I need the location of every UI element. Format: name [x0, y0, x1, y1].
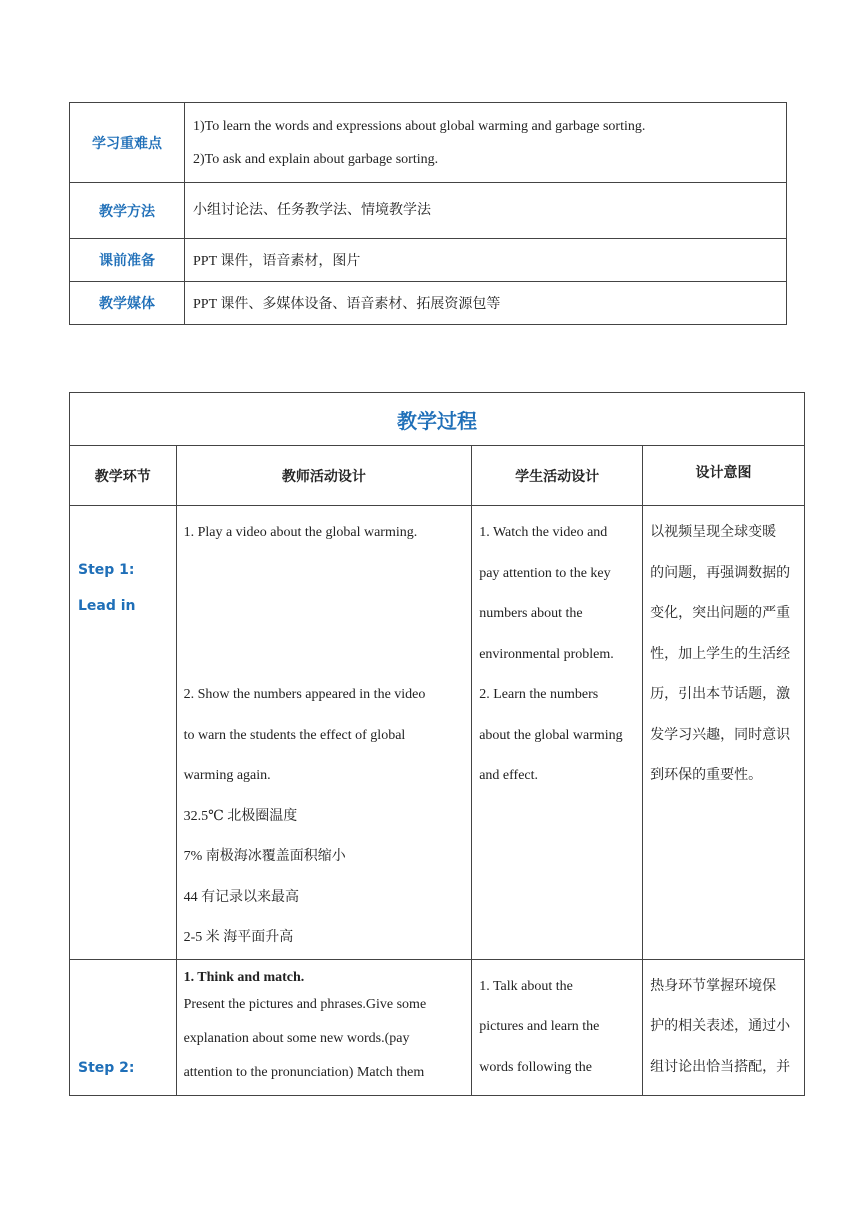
student-line: pay attention to the key: [479, 565, 611, 581]
student-line: about the global warming: [479, 727, 623, 743]
info-row-prep: [70, 239, 787, 282]
info-key-prep: 课前准备: [70, 239, 185, 282]
spacer: [184, 554, 472, 676]
intent-line: 以视频呈现全球变暖: [650, 525, 777, 540]
intent-line: 变化，突出问题的严重: [650, 606, 791, 621]
student-line: 1. Talk about the: [479, 978, 573, 994]
info-key-method: 教学方法: [70, 183, 185, 239]
step1-sub: Lead in: [78, 598, 136, 614]
intent-line: 性，加上学生的生活经: [650, 646, 791, 662]
student-line: words following the: [479, 1059, 592, 1075]
teacher-line: 1. Play a video about the global warming.: [183, 525, 418, 540]
intent-line: 组讨论出恰当搭配，并: [650, 1059, 791, 1075]
step1-label: Step 1:: [78, 562, 135, 578]
intent-line: 热身环节掌握环境保: [650, 978, 777, 994]
intent-line: 护的相关表述，通过小: [650, 1019, 791, 1034]
info-value-prep: [185, 239, 787, 282]
info-table: [69, 102, 787, 325]
process-title-row: [70, 393, 805, 446]
step1-row: [70, 506, 805, 960]
info-line: 2)To ask and explain about garbage sorting.: [193, 152, 439, 167]
info-row-method: [70, 183, 787, 239]
info-key-focus: 学习重难点: [70, 103, 185, 183]
header-teacher: 教师活动设计: [176, 446, 472, 506]
header-intent: 设计意图: [643, 446, 805, 506]
header-student: 学生活动设计: [472, 446, 643, 506]
teacher-line: 2. Show the numbers appeared in the video: [183, 687, 426, 702]
process-header-row: [70, 446, 805, 506]
student-line: 2. Learn the numbers: [479, 687, 599, 702]
header-stage: 教学环节: [70, 446, 177, 506]
student-line: pictures and learn the: [479, 1019, 600, 1034]
step1-student-cell: [472, 506, 643, 960]
teacher-line: 32.5℃ 北极圈温度: [183, 808, 298, 824]
info-value-method: [185, 183, 787, 239]
teacher-line: to warn the students the effect of global: [183, 727, 406, 743]
info-key-media: 教学媒体: [70, 282, 185, 325]
info-row-focus: [70, 103, 787, 183]
student-line: numbers about the: [479, 606, 583, 621]
process-table: [69, 392, 805, 1096]
teacher-line: warming again.: [183, 768, 271, 783]
teacher-line: attention to the pronunciation) Match them: [183, 1064, 425, 1080]
process-title: 教学过程: [70, 393, 805, 446]
intent-line: 历，引出本节话题，激: [650, 687, 791, 702]
teacher-line: 2-5 米 海平面升高: [183, 930, 294, 945]
info-line: PPT 课件、多媒体设备、语音素材、拓展资源包等: [193, 297, 501, 312]
step2-row: [70, 959, 805, 1095]
teacher-line: 44 有记录以来最高: [183, 889, 300, 905]
step2-teacher-title: 1. Think and match.: [183, 969, 305, 985]
teacher-line: 7% 南极海冰覆盖面积缩小: [183, 849, 346, 864]
intent-line: 到环保的重要性。: [650, 768, 763, 783]
step2-stage-cell: [70, 959, 177, 1095]
info-line: 1)To learn the words and expressions about global warming and garbage sorting.: [193, 119, 646, 134]
info-row-media: [70, 282, 787, 325]
info-value-focus: [185, 103, 787, 183]
step1-intent-cell: [643, 506, 805, 960]
step2-teacher-cell: [176, 959, 472, 1095]
intent-line: 的问题，再强调数据的: [650, 565, 791, 581]
student-line: 1. Watch the video and: [479, 525, 608, 540]
info-line: 小组讨论法、任务教学法、情境教学法: [193, 203, 431, 218]
teacher-line: Present the pictures and phrases.Give some: [183, 996, 427, 1012]
intent-line: 发学习兴趣，同时意识: [650, 727, 791, 743]
info-value-media: [185, 282, 787, 325]
step2-intent-cell: [643, 959, 805, 1095]
step1-teacher-cell: [176, 506, 472, 960]
step2-student-cell: [472, 959, 643, 1095]
student-line: and effect.: [479, 768, 539, 783]
step1-stage-cell: [70, 506, 177, 960]
student-line: environmental problem.: [479, 646, 614, 662]
teacher-line: explanation about some new words.(pay: [183, 1030, 410, 1046]
info-line: PPT 课件，语音素材，图片: [193, 254, 361, 269]
step2-label: Step 2:: [78, 1059, 135, 1076]
